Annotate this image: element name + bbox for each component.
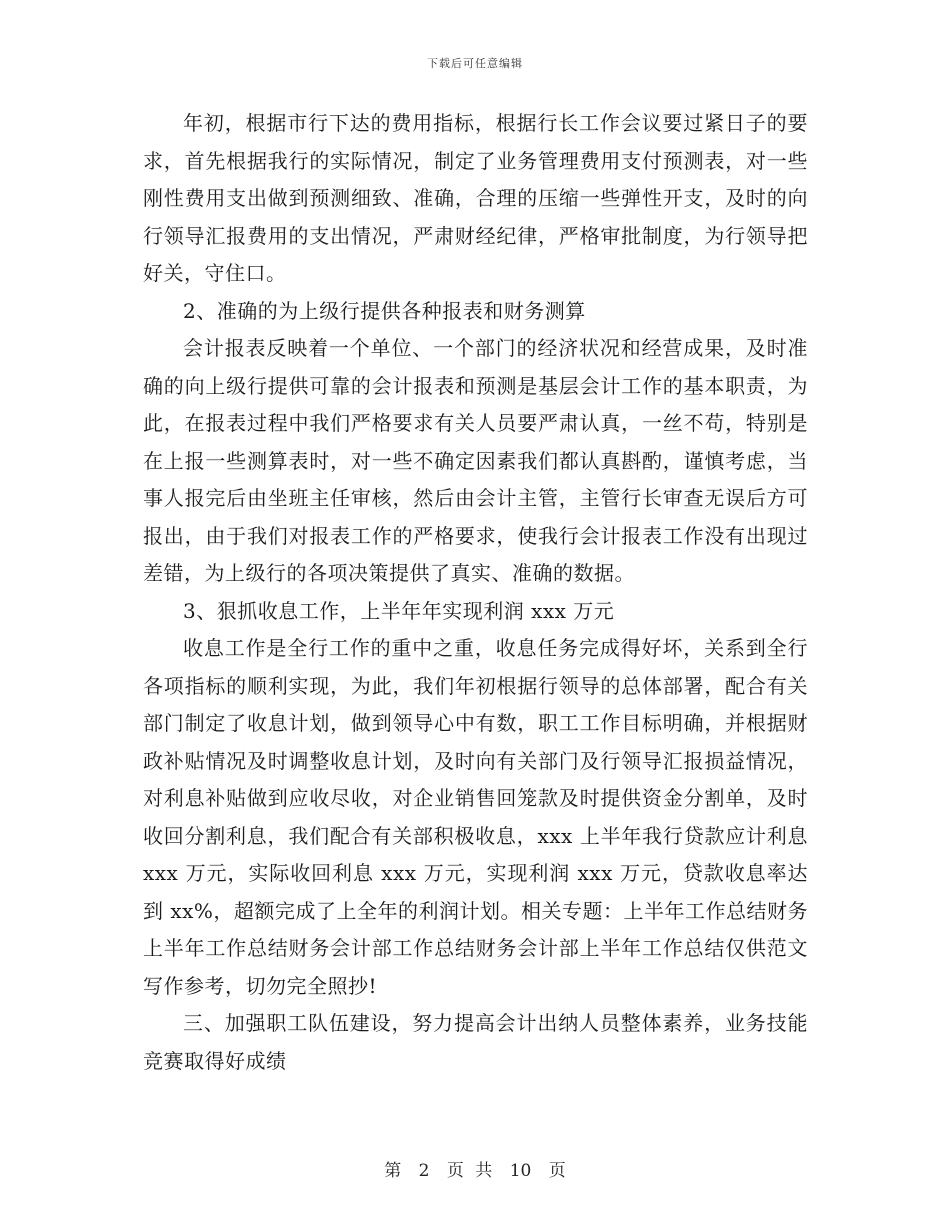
document-body: [143, 105, 808, 1080]
paragraph-interest: 收息工作是全行工作的重中之重，收息任务完成得好坏，关系到全行各项指标的顺利实现，为此，我们年初根据行领导的总体部署，配合有关部门制定了收息计划，做到领导心中有数，职工工作目标明确，并根据财政补贴情况及时调整收息计划，及时向有关部门及行领导汇报损益情况，对利息补贴做到应收尽收，对企业销售回笼款及时提供资金分割单，及时收回分割利息，我们配合有关部积极收息，xxx 上半年我行贷款应计利息 xxx 万元，实际收回利息 xxx 万元，实现利润 xxx 万元，贷款收息率达到 xx%，超额完成了上全年的利润计划。相关专题：上半年工作总结财务上半年工作总结财务会计部工作总结财务会计部上半年工作总结仅供范文写作参考，切勿完全照抄!: [143, 636, 808, 998]
heading-reports: 2、准确的为上级行提供各种报表和财务测算: [183, 298, 586, 323]
page-footer: [0, 1156, 950, 1181]
footer-prefix: 第: [384, 1161, 402, 1181]
page-total: 10: [509, 1161, 532, 1181]
heading-staff: 三、加强职工队伍建设，努力提高会计出纳人员整体素养，业务技能竞赛取得好成绩: [143, 1011, 808, 1073]
paragraph-reports: 会计报表反映着一个单位、一个部门的经济状况和经营成果，及时准确的向上级行提供可靠的会计报表和预测是基层会计工作的基本职责，为此，在报表过程中我们严格要求有关人员要严肃认真，一丝不苟，特别是在上报一些测算表时，对一些不确定因素我们都认真斟酌，谨慎考虑，当事人报完后由坐班主任审核，然后由会计主管，主管行长审查无误后方可报出，由于我们对报表工作的严格要求，使我行会计报表工作没有出现过差错，为上级行的各项决策提供了真实、准确的数据。: [143, 336, 808, 585]
heading-interest: 3、狠抓收息工作，上半年年实现利润 xxx 万元: [183, 598, 615, 623]
paragraph-budget: 年初，根据市行下达的费用指标，根据行长工作会议要过紧日子的要求，首先根据我行的实际情况，制定了业务管理费用支付预测表，对一些刚性费用支出做到预测细致、准确，合理的压缩一些弹性开支，及时的向行领导汇报费用的支出情况，严肃财经纪律，严格审批制度，为行领导把好关，守住口。: [143, 111, 808, 285]
footer-suffix: 页: [548, 1161, 566, 1181]
footer-middle: 页 共: [446, 1161, 493, 1181]
page-number: 2: [418, 1161, 430, 1181]
page-header: 下载后可任意编辑: [427, 57, 523, 70]
